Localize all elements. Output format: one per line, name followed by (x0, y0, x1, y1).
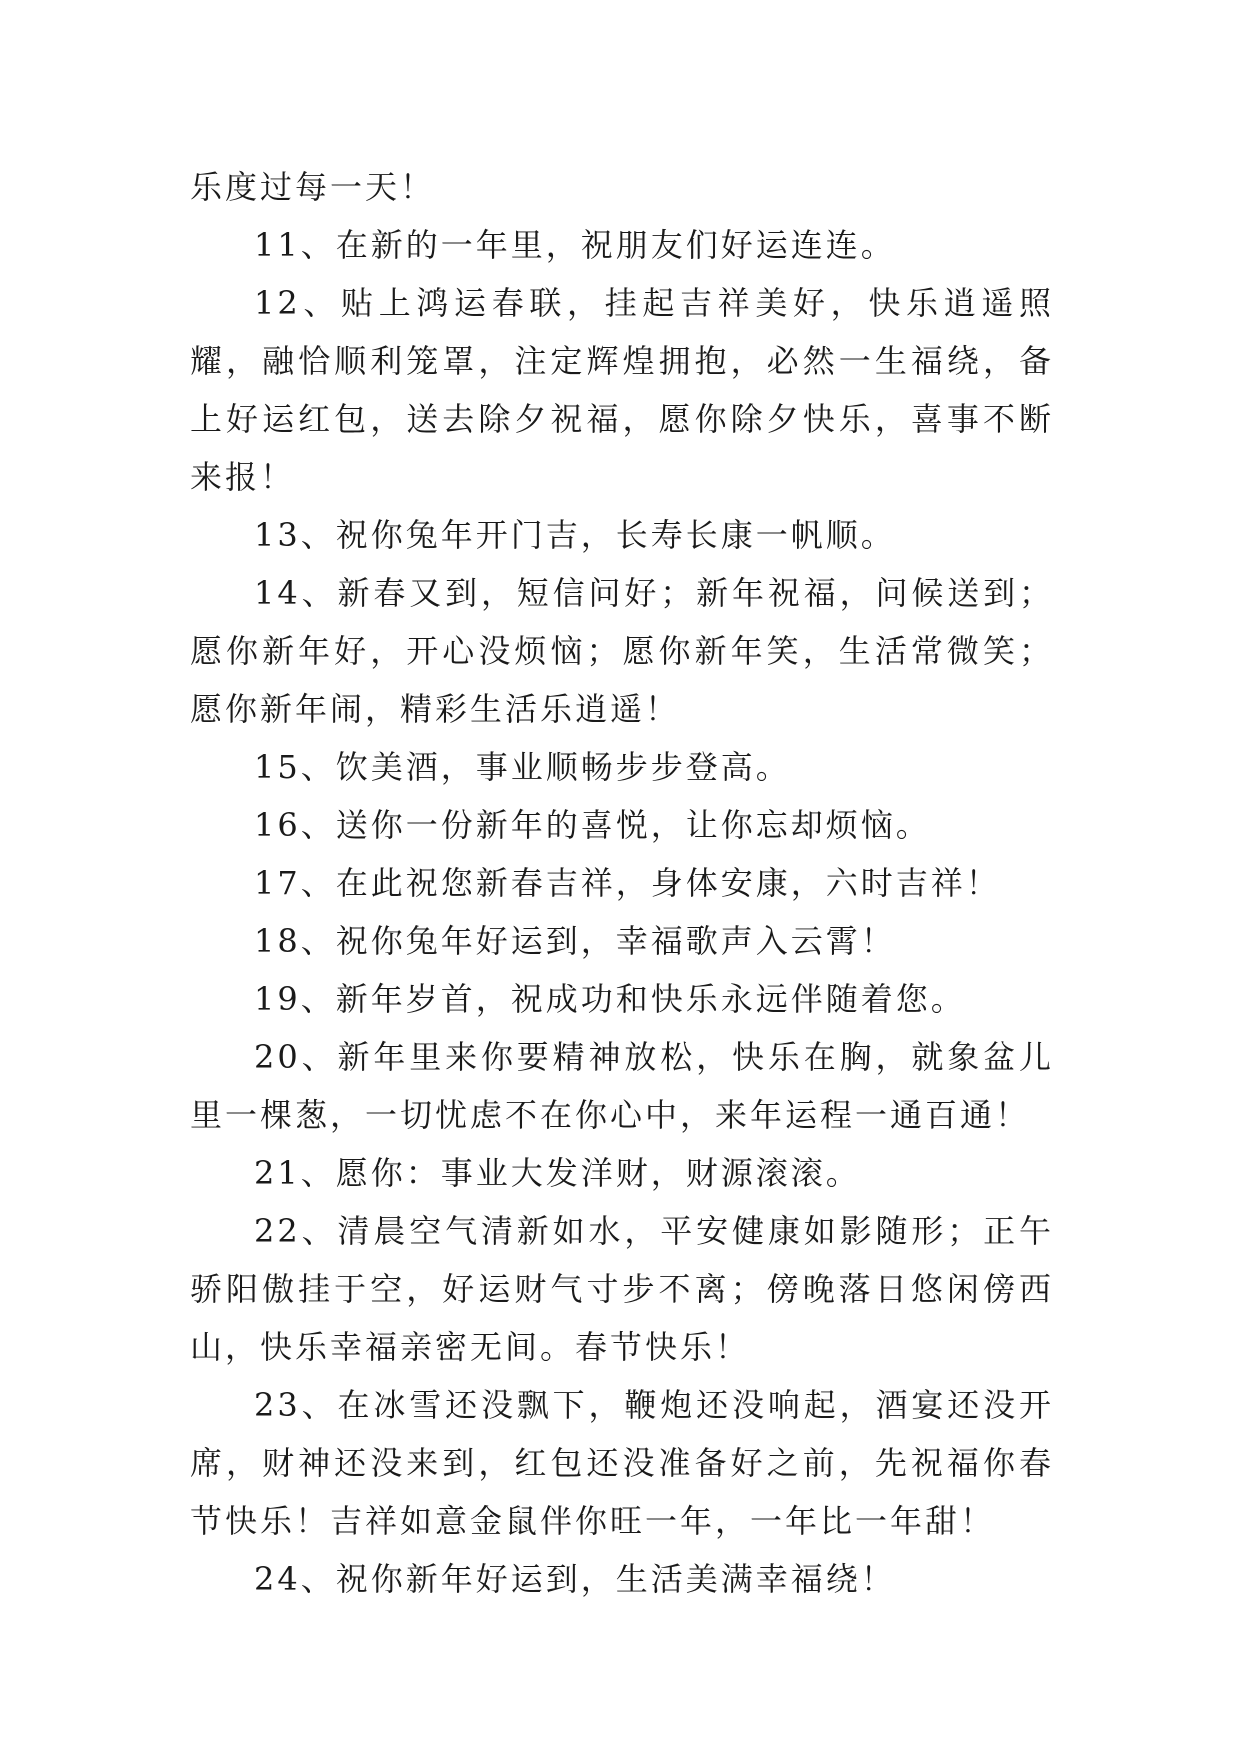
paragraph-item-12: 12、贴上鸿运春联，挂起吉祥美好，快乐逍遥照耀，融恰顺利笼罩，注定辉煌拥抱，必然一生福绕，备上好运红包，送去除夕祝福，愿你除夕快乐，喜事不断来报！ (190, 284, 1054, 496)
paragraph-item-22: 22、清晨空气清新如水，平安健康如影随形；正午骄阳傲挂于空，好运财气寸步不离；傍晚落日悠闲傍西山，快乐幸福亲密无间。春节快乐！ (190, 1212, 1054, 1366)
paragraph-item-20: 20、新年里来你要精神放松，快乐在胸，就象盆儿里一棵葱，一切忧虑不在你心中，来年运程一通百通！ (190, 1038, 1054, 1134)
document-body (190, 158, 1054, 1608)
paragraph-item-15: 15、饮美酒，事业顺畅步步登高。 (254, 748, 791, 786)
paragraph-item-23: 23、在冰雪还没飘下，鞭炮还没响起，酒宴还没开席，财神还没来到，红包还没准备好之前，先祝福你春节快乐！吉祥如意金鼠伴你旺一年，一年比一年甜！ (190, 1386, 1054, 1540)
paragraph-item-11: 11、在新的一年里，祝朋友们好运连连。 (254, 226, 896, 264)
paragraph-continuation: 乐度过每一天！ (190, 168, 436, 206)
paragraph-item-13: 13、祝你兔年开门吉，长寿长康一帆顺。 (254, 516, 896, 554)
paragraph-item-21: 21、愿你：事业大发洋财，财源滚滚。 (254, 1154, 861, 1192)
paragraph-item-17: 17、在此祝您新春吉祥，身体安康，六时吉祥！ (254, 864, 1001, 902)
paragraph-item-14: 14、新春又到，短信问好；新年祝福，问候送到；愿你新年好，开心没烦恼；愿你新年笑，生活常微笑；愿你新年闹，精彩生活乐逍遥！ (190, 574, 1054, 728)
paragraph-item-18: 18、祝你兔年好运到，幸福歌声入云霄！ (254, 922, 896, 960)
paragraph-item-16: 16、送你一份新年的喜悦，让你忘却烦恼。 (254, 806, 931, 844)
paragraph-item-19: 19、新年岁首，祝成功和快乐永远伴随着您。 (254, 980, 966, 1018)
paragraph-item-24: 24、祝你新年好运到，生活美满幸福绕！ (254, 1560, 896, 1598)
